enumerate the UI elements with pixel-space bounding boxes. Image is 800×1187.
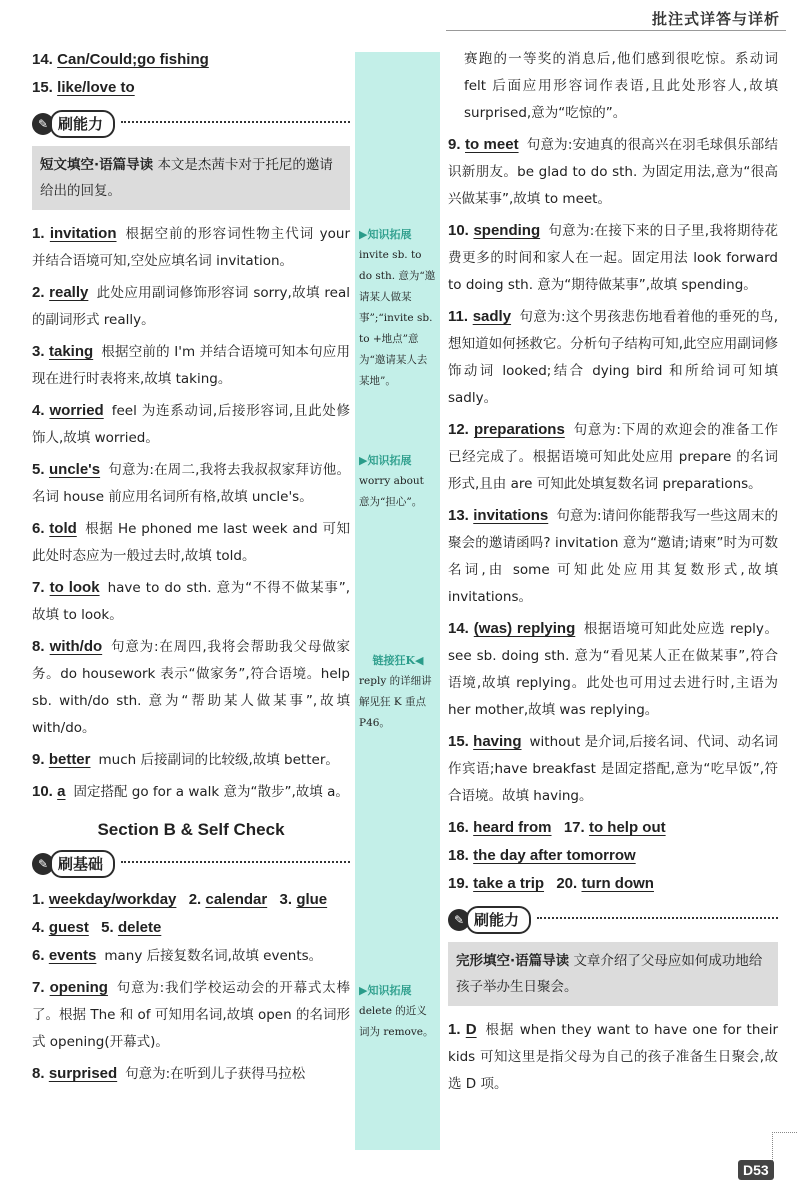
explanation-item: 9. to meet 句意为:安迪真的很高兴在羽毛球俱乐部结识新朋友。be glad to do sth. 为固定用法,意为“很高兴做某事”,故填 to meet。: [448, 136, 778, 207]
answer: Can/Could;go fishing: [57, 51, 209, 68]
header-divider: [446, 30, 786, 31]
reading-guide: 短文填空·语篇导读 本文是杰茜卡对于托尼的邀请给出的回复。: [32, 146, 350, 210]
pen-icon: ✎: [32, 113, 54, 135]
dotted-divider: [121, 121, 350, 123]
note-title: ▶知识拓展: [359, 454, 412, 467]
explanation-item: 8. with/do 句意为:在周四,我将会帮助我父母做家务。do housework 表示“做家务”,符合语境。help sb. with/do sth. 意为“帮助某人做某事”,故填 with/do。: [32, 638, 351, 736]
section-label: 刷能力: [466, 906, 531, 934]
margin-note: ▶知识拓展 delete 的近义词为 remove。: [359, 980, 437, 1043]
explanation-continued: 赛跑的一等奖的消息后,他们感到很吃惊。系动词 felt 后面应用形容词作表语,且此处形容人,故填 surprised,意为“吃惊的”。: [464, 51, 778, 121]
pen-icon: ✎: [32, 853, 54, 875]
explanation-item: 5. uncle's 句意为:在周二,我将去我叔叔家拜访他。名词 house 前应用名词所有格,故填 uncle's。: [32, 461, 350, 505]
explanation-item: 12. preparations 句意为:下周的欢迎会的准备工作已经完成了。根据语境可知此处应用 prepare 的名词形式,且由 are 可知此处填复数名词 preparations。: [448, 421, 778, 492]
explanation-item: 4. worried feel 为连系动词,后接形容词,且此处修饰人,故填 worried。: [32, 402, 350, 446]
explanation-item: 9. better much 后接副词的比较级,故填 better。: [32, 751, 339, 768]
margin-note: ▶知识拓展 worry about 意为“担心”。: [359, 450, 437, 513]
explanation-item: 8. surprised 句意为:在听到儿子获得马拉松: [32, 1065, 306, 1082]
section-header: [32, 108, 350, 140]
answer: like/love to: [57, 79, 135, 96]
explanation-item: 10. spending 句意为:在接下来的日子里,我将期待花费更多的时间和家人在一起。固定用法 look forward to doing sth. 意为“期待做某事”,故填 spending。: [448, 222, 778, 293]
explanation-item: 10. a 固定搭配 go for a walk 意为“散步”,故填 a。: [32, 783, 349, 800]
explanation-item: 3. taking 根据空前的 I'm 并结合语境可知本句应用现在进行时表将来,故填 taking。: [32, 343, 350, 387]
note-title: ▶知识拓展: [359, 984, 412, 997]
answer-line: 4. guest 5. delete: [32, 919, 162, 936]
left-column: [32, 46, 350, 1092]
section-label: 刷基础: [50, 850, 115, 878]
explanation-item: 7. opening 句意为:我们学校运动会的开幕式太棒了。根据 The 和 of 可知用名词,故填 open 的名词形式 opening(开幕式)。: [32, 979, 350, 1050]
section-header: [448, 904, 778, 936]
pen-icon: ✎: [448, 909, 470, 931]
answer-line: 14. Can/Could;go fishing: [32, 51, 209, 68]
explanation-item: 1. D 根据 when they want to have one for their kids 可知这里是指父母为自己的孩子准备生日聚会,故选 D 项。: [448, 1021, 778, 1092]
margin-note: ▶知识拓展 invite sb. to do sth. 意为“邀请某人做某事”;“invite sb. to +地点”意为“邀请某人去某地”。: [359, 224, 437, 392]
explanation-item: 7. to look have to do sth. 意为“不得不做某事”,故填 to look。: [32, 579, 350, 623]
explanation-item: 15. having without 是介词,后接名词、代词、动名词作宾语;have breakfast 是固定搭配,意为“吃早饭”,符合语境。故填 having。: [448, 733, 778, 804]
page-number: D53: [738, 1160, 774, 1180]
section-header: [32, 848, 350, 880]
margin-notes-column: [355, 52, 440, 1150]
explanation-item: 14. (was) replying 根据语境可知此处应选 reply。see sb. doing sth. 意为“看见某人正在做某事”,符合语境,故填 replying。此处也可用过去进行时,主语为 her mother,故填 was replying。: [448, 620, 778, 718]
explanation-item: 1. invitation 根据空前的形容词性物主代词 your 并结合语境可知,空处应填名词 invitation。: [32, 225, 350, 269]
answer-line: 15. like/love to: [32, 79, 135, 96]
explanation-item: 13. invitations 句意为:请问你能帮我写一些这周末的聚会的邀请函吗? invitation 意为“邀请;请柬”时为可数名词,由 some 可知此处应用其复数形式,故填 invitations。: [448, 507, 778, 605]
dotted-divider: [121, 861, 350, 863]
explanation-item: 2. really 此处应用副词修饰形容词 sorry,故填 real 的副词形式 really。: [32, 284, 350, 328]
right-column: [448, 46, 778, 1098]
answer-line: 1. weekday/workday 2. calendar 3. glue: [32, 891, 328, 908]
margin-note: 链接狂K◀ reply 的详细讲解见狂 K 重点 P46。: [359, 650, 437, 734]
answer-line: 18. the day after tomorrow: [448, 847, 636, 864]
page-corner-dots: [772, 1132, 797, 1173]
section-label: 刷能力: [50, 110, 115, 138]
dotted-divider: [537, 917, 778, 919]
answer-line: 16. heard from 17. to help out: [448, 819, 666, 836]
page-header: 批注式详答与详析: [651, 10, 780, 28]
note-title: 链接狂K◀: [372, 654, 424, 667]
explanation-item: 11. sadly 句意为:这个男孩悲伤地看着他的垂死的鸟,想知道如何拯救它。分析句子结构可知,此空应用副词修饰动词 looked;结合 dying bird 和所给词可知填 sadly。: [448, 308, 778, 406]
reading-guide: 完形填空·语篇导读 文章介绍了父母应如何成功地给孩子举办生日聚会。: [448, 942, 778, 1006]
answer-line: 19. take a trip 20. turn down: [448, 875, 654, 892]
explanation-item: 6. events many 后接复数名词,故填 events。: [32, 947, 323, 964]
explanation-item: 6. told 根据 He phoned me last week and 可知此处时态应为一般过去时,故填 told。: [32, 520, 350, 564]
section-title: Section B & Self Check: [97, 820, 285, 839]
note-title: ▶知识拓展: [359, 228, 412, 241]
